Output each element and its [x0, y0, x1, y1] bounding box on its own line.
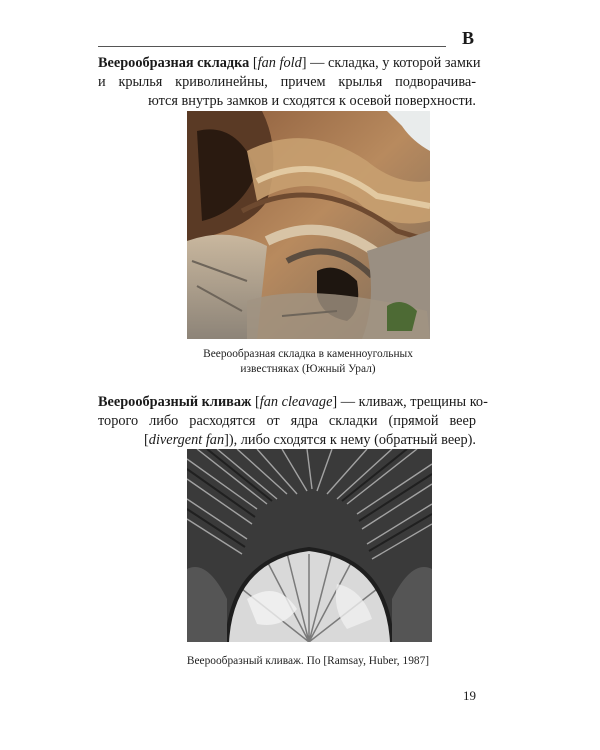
en-term-fan-cleavage: fan cleavage [259, 394, 333, 410]
entry-fan-fold-line-2: и крылья криволинейны, причем крылья подворачива- [98, 74, 476, 90]
entry-fan-cleavage-line-2: торого либо расходятся от ядра складки (прямой веер [98, 413, 476, 429]
header-rule [98, 46, 446, 47]
definition-text: — складка, у которой замки [306, 55, 481, 71]
definition-text: ]), либо сходятся к нему (обратный веер). [224, 432, 476, 448]
fan-fold-photo [187, 111, 430, 339]
bracket: ] [332, 394, 338, 410]
section-letter: В [462, 28, 475, 48]
en-term-divergent-fan: divergent fan [148, 432, 225, 448]
figure-1-caption-line-1: Веерообразная складка в каменноугольных [203, 348, 413, 360]
bracket: [ [252, 55, 258, 71]
entry-fan-fold-line-1 [98, 54, 481, 73]
term-fan-cleavage: Веерообразный кливаж [98, 394, 252, 410]
bracket: [ [144, 432, 149, 448]
fan-cleavage-photo [187, 449, 432, 642]
term-fan-fold: Веерообразная складка [98, 55, 250, 71]
en-term-fan-fold: fan fold [257, 55, 302, 71]
figure-1-caption-line-2: известняках (Южный Урал) [240, 363, 376, 375]
bracket: [ [255, 394, 260, 410]
figure-2-caption: Веерообразный кливаж. По [Ramsay, Huber, 1987] [186, 655, 430, 667]
entry-fan-fold [98, 54, 481, 111]
entry-fan-cleavage-line-3 [98, 431, 476, 450]
figure-1-caption [150, 347, 466, 377]
entry-fan-cleavage-line-1 [98, 393, 488, 412]
entry-fan-cleavage [98, 393, 488, 450]
entry-fan-fold-line-3: ются внутрь замков и сходятся к осевой поверхности. [148, 93, 476, 109]
definition-text: — кливаж, трещины ко- [337, 394, 488, 410]
page-number: 19 [463, 688, 476, 703]
bracket: ] [301, 55, 307, 71]
